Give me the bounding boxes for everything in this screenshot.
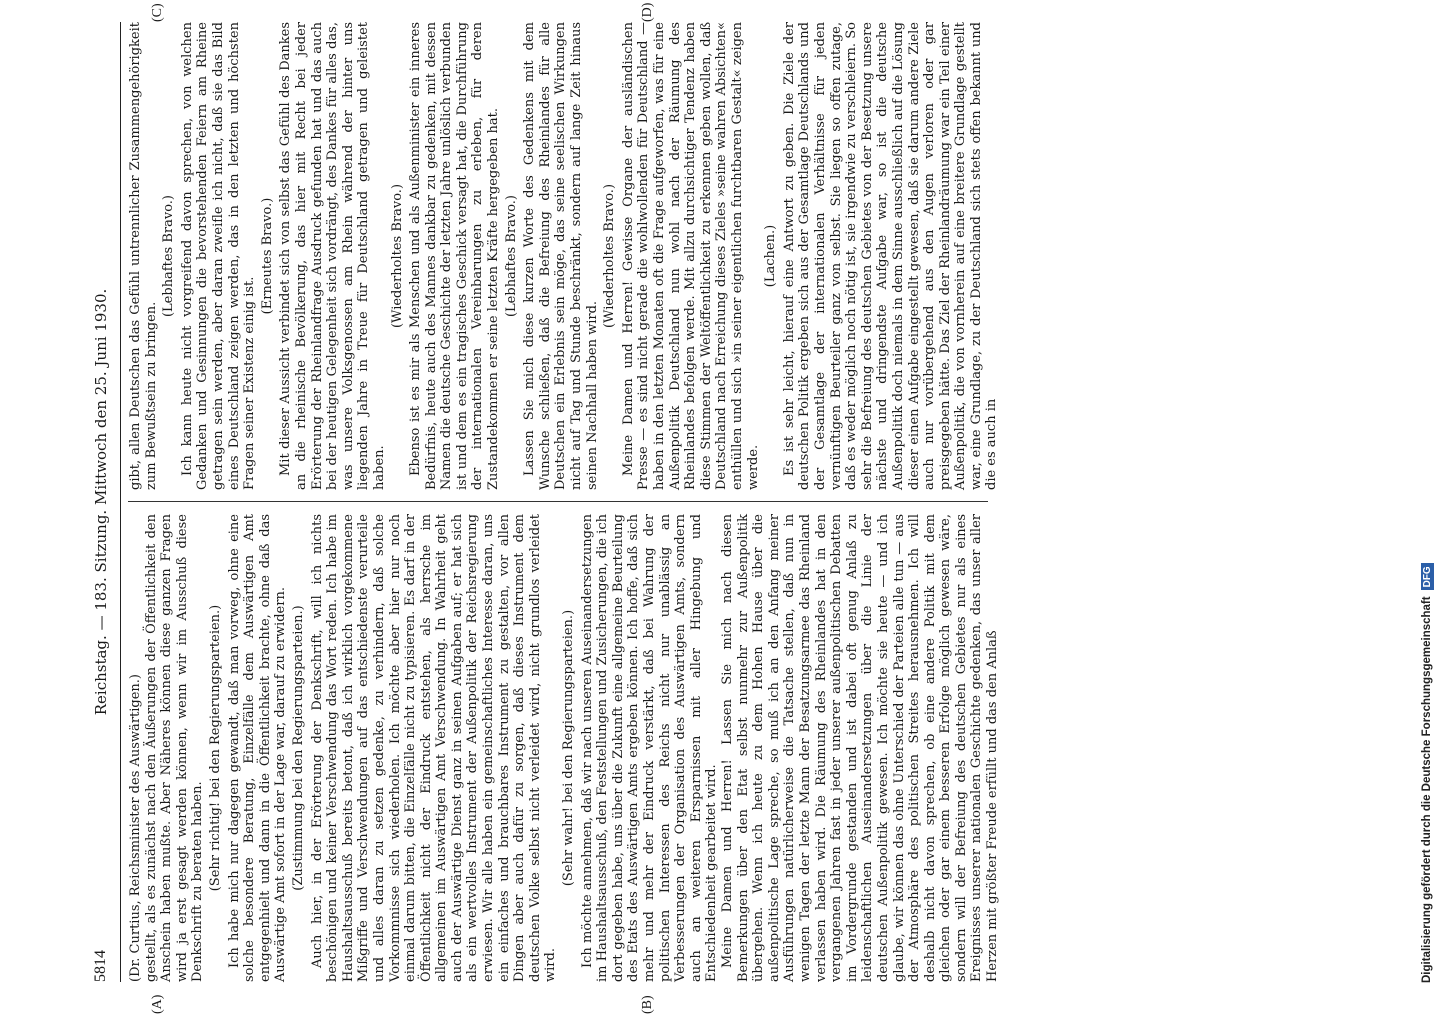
margin-marker-d: (D) [640, 2, 655, 22]
interjection: (Erneutes Bravo.) [259, 197, 275, 315]
paragraph: Lassen Sie mich diese kurzen Worte des Gedenkens mit dem Wunsche schließen, daß die Befreiung des Rheinlandes für alle Deutschen ein Erlebnis sein möge, das seine seelischen Wirkungen nicht auf Tag und Stunde beschränkt, sondern auf lange Zeit hinaus seinen Nachhall haben wird. [522, 22, 600, 490]
paragraph: Auch hier, in der Erörterung der Denkschrift, will ich nichts beschönigen und keiner Verschwendung das Wort reden. Ich habe im Haushaltsausschuß bereits betont, daß ich wirklich vorgekommene Mißgriffe und Verschwendungen auf das entschiedenste verurteile und alles daran zu setzen gedenke, zu verhindern, daß solche Vorkommnisse sich wiederholen. Ich möchte aber hier nur noch einmal darum bitten, die Einzelfälle nicht zu typisieren. Es darf in der Öffentlichkeit nicht der Eindruck entstehen, als herrsche im allgemeinen im Auswärtigen Amt Verschwendung. In Wahrheit geht auch der Auswärtige Dienst ganz in seinen Aufgaben auf; er hat sich als ein wertvolles Instrument der Außenpolitik der Reichsregierung erwiesen. Wir alle haben ein gemeinschaftliches Interesse daran, uns ein einfaches und brauchbares Instrument zu gestalten, vor allen Dingen aber auch dafür zu sorgen, daß dieses Instrument dem deutschen Volke selbst nicht verleidet wird, nicht grundlos verleidet wird. [309, 514, 559, 982]
paragraph: Es ist sehr leicht, hierauf eine Antwort zu geben. Die Ziele der deutschen Politik ergeben sich aus der Gesamtlage Deutschlands und der Gesamtlage der internationalen Verhältnisse für jeden vernünftigen Beurteiler ganz von selbst. Sie liegen so offen zutage, daß es weder möglich noch nötig ist, sie irgendwie zu verschleiern. So sehr die Befreiung des deutschen Gebietes von der Besetzung unsere nächste und dringendste Aufgabe war, so ist die deutsche Außenpolitik doch niemals in dem Sinne ausschließlich auf die Lösung dieser einen Aufgabe eingestellt gewesen, daß sie darum andere Ziele auch nur vorübergehend aus den Augen verloren oder gar preisgegeben hätte. Das Ziel der Rheinlandräumung war ein Teil einer Außenpolitik, die von vornherein auf eine breitere Grundlage gestellt war, eine Grundlage, zu der Deutschland sich stets offen bekannt und die es auch in [781, 22, 1000, 490]
margin-marker-c: (C) [150, 3, 165, 22]
paragraph: (Dr. Curtius, Reichsminister des Auswärtigen.) [128, 673, 143, 982]
paragraph: Ich habe mich nur dagegen gewandt, daß man vorweg, ohne eine solche besondere Beratung, Einzelfälle dem Auswärtigen Amt entgegenhielt und dann in die Öffentlichkeit brachte, ohne daß das Auswärtige Amt sofort in der Lage war, darauf zu erwidern. [226, 514, 289, 982]
margin-marker-a: (A) [150, 994, 165, 1014]
interjection: (Zustimmung bei den Regierungsparteien.) [290, 605, 306, 891]
paragraph: Ich kann heute nicht vorgreifend davon sprechen, von welchen Gedanken und Gesinnungen die bevorstehenden Feiern am Rheine getragen sein werden, aber daran zweifle ich nicht, daß sie das Bild eines Deutschland zeigen werden, das in den letzten und höchsten Fragen seiner Existenz einig ist. [179, 22, 258, 490]
interjection: (Lebhaftes Bravo.) [161, 194, 177, 318]
interjection: (Wiederholtes Bravo.) [389, 183, 405, 329]
paragraph: Ebenso ist es mir als Menschen und als Außenminister ein inneres Bedürfnis, heute auch des Mannes dankbar zu gedenken, mit dessen Namen die deutsche Geschichte der letzten Jahre unlöslich verbunden ist und dem es ein tragisches Geschick versagt hat, die Durchführung der internationalen Vereinbarungen zu erleben, für deren Zustandekommen er seine letzten Kräfte hergegeben hat. [408, 22, 502, 490]
digitization-stamp [1419, 3, 1434, 983]
paragraph: Mit dieser Aussicht verbindet sich von selbst das Gefühl des Dankes an die rheinische Bevölkerung, das hier mit Recht bei jeder Erörterung der Rheinlandfrage Ausdruck gefunden hat und das auch bei der heutigen Gelegenheit sich vordrängt, des Dankes für alles das, was unsere Volksgenossen am Rhein während der hinter uns liegenden Jahre in Treue für Deutschland getragen und geleistet haben. [278, 22, 387, 490]
margin-marker-b: (B) [640, 995, 655, 1014]
page-content [92, 22, 1001, 982]
interjection: (Wiederholtes Bravo.) [602, 183, 618, 329]
paragraph: Ich möchte annehmen, daß wir nach unseren Auseinandersetzungen im Haushaltsausschuß, den Feststellungen und Zusicherungen, die ich dort gegeben habe, uns über die Zukunft eine allgemeine Beurteilung des Etats des Auswärtigen Amts ergeben können. Ich hoffe, daß sich mehr und mehr der Eindruck verstärkt, daß bei Wahrung der politischen Interessen des Reichs nicht nur unablässig an Verbesserungen der Organisation des Auswärtigen Amts, sondern auch an weiteren Ersparnissen mit aller Hingebung und Entschiedenheit gearbeitet wird. [579, 514, 720, 982]
column-divider [128, 501, 988, 502]
page-header [92, 22, 122, 982]
paragraph: gestellt, als es zunächst nach den Äußerungen der Öffentlichkeit den Anschein haben mußte. Aber Näheres können diese ganzen Fragen wird ja erst gesagt werden können, wenn wir im Ausschuß diese Denkschrift zu beraten haben. [143, 514, 206, 982]
right-column [128, 22, 1000, 490]
interjection: (Lebhaftes Bravo.) [503, 194, 519, 318]
running-title: Reichstag. — 183. Sitzung. Mittwoch den 25. Juni 1930. [92, 288, 110, 716]
paragraph: gibt, allen Deutschen das Gefühl untrennlicher Zusammengehörigkeit zum Bewußtsein zu bringen. [128, 22, 159, 490]
interjection: (Lachen.) [763, 224, 779, 288]
paragraph: Meine Damen und Herren! Lassen Sie mich nach diesen Bemerkungen über den Etat selbst nunmehr zur Außenpolitik übergehen. Wenn ich heute zu dem Hohen Hause über die außenpolitische Lage spreche, so muß ich an den Anfang meiner Ausführungen natürlicherweise die Tatsache stellen, daß nun in wenigen Tagen der letzte Mann der Besatzungsarmee das Rheinland verlassen haben wird. Die Räumung des Rheinlandes hat in den vergangenen Jahren fast in jeder unserer außenpolitischen Debatten im Vordergrunde gestanden und ist dabei oft genug Anlaß zu leidenschaftlichen Auseinandersetzungen über die Linie der deutschen Außenpolitik gewesen. Ich möchte sie heute — und ich glaube, wir können das ohne Unterschied der Parteien alle tun — aus der Atmosphäre des politischen Streites herausnehmen. Ich will deshalb nicht davon sprechen, ob eine andere Politik mit dem gleichen oder gar einem besseren Erfolge möglich gewesen wäre, sondern will der Befreiung des deutschen Gebietes nur als eines Ereignisses unserer nationalen Geschichte gedenken, das unser aller Herzen mit größter Freude erfüllt und das den Anlaß [719, 514, 1001, 982]
left-column [128, 514, 1001, 982]
header-rule [120, 22, 121, 982]
page-number: 5814 [92, 950, 109, 982]
dfg-logo: DFG [1421, 563, 1434, 590]
stamp-text: Digitalisierung gefördert durch die Deutsche Forschungsgemeinschaft [1421, 596, 1433, 983]
paragraph: Meine Damen und Herren! Gewisse Organe der ausländischen Presse — es sind nicht gerade die wohlwollenden für Deutschland — haben in den letzten Monaten oft die Frage aufgeworfen, was für eine Außenpolitik Deutschland nun wohl nach der Räumung des Rheinlandes befolgen werde. Mit allzu durchsichtiger Tendenz haben diese Stimmen der Weltöffentlichkeit zu erkennen geben wollen, daß Deutschland nach Erreichung dieses Zieles »seine wahren Absichten« enthüllen und sich »in seiner eigentlichen furchtbaren Gestalt« zeigen werde. [620, 22, 761, 490]
interjection: (Sehr wahr! bei den Regierungsparteien.) [561, 609, 577, 887]
interjection: (Sehr richtig! bei den Regierungsparteien.) [207, 604, 223, 892]
